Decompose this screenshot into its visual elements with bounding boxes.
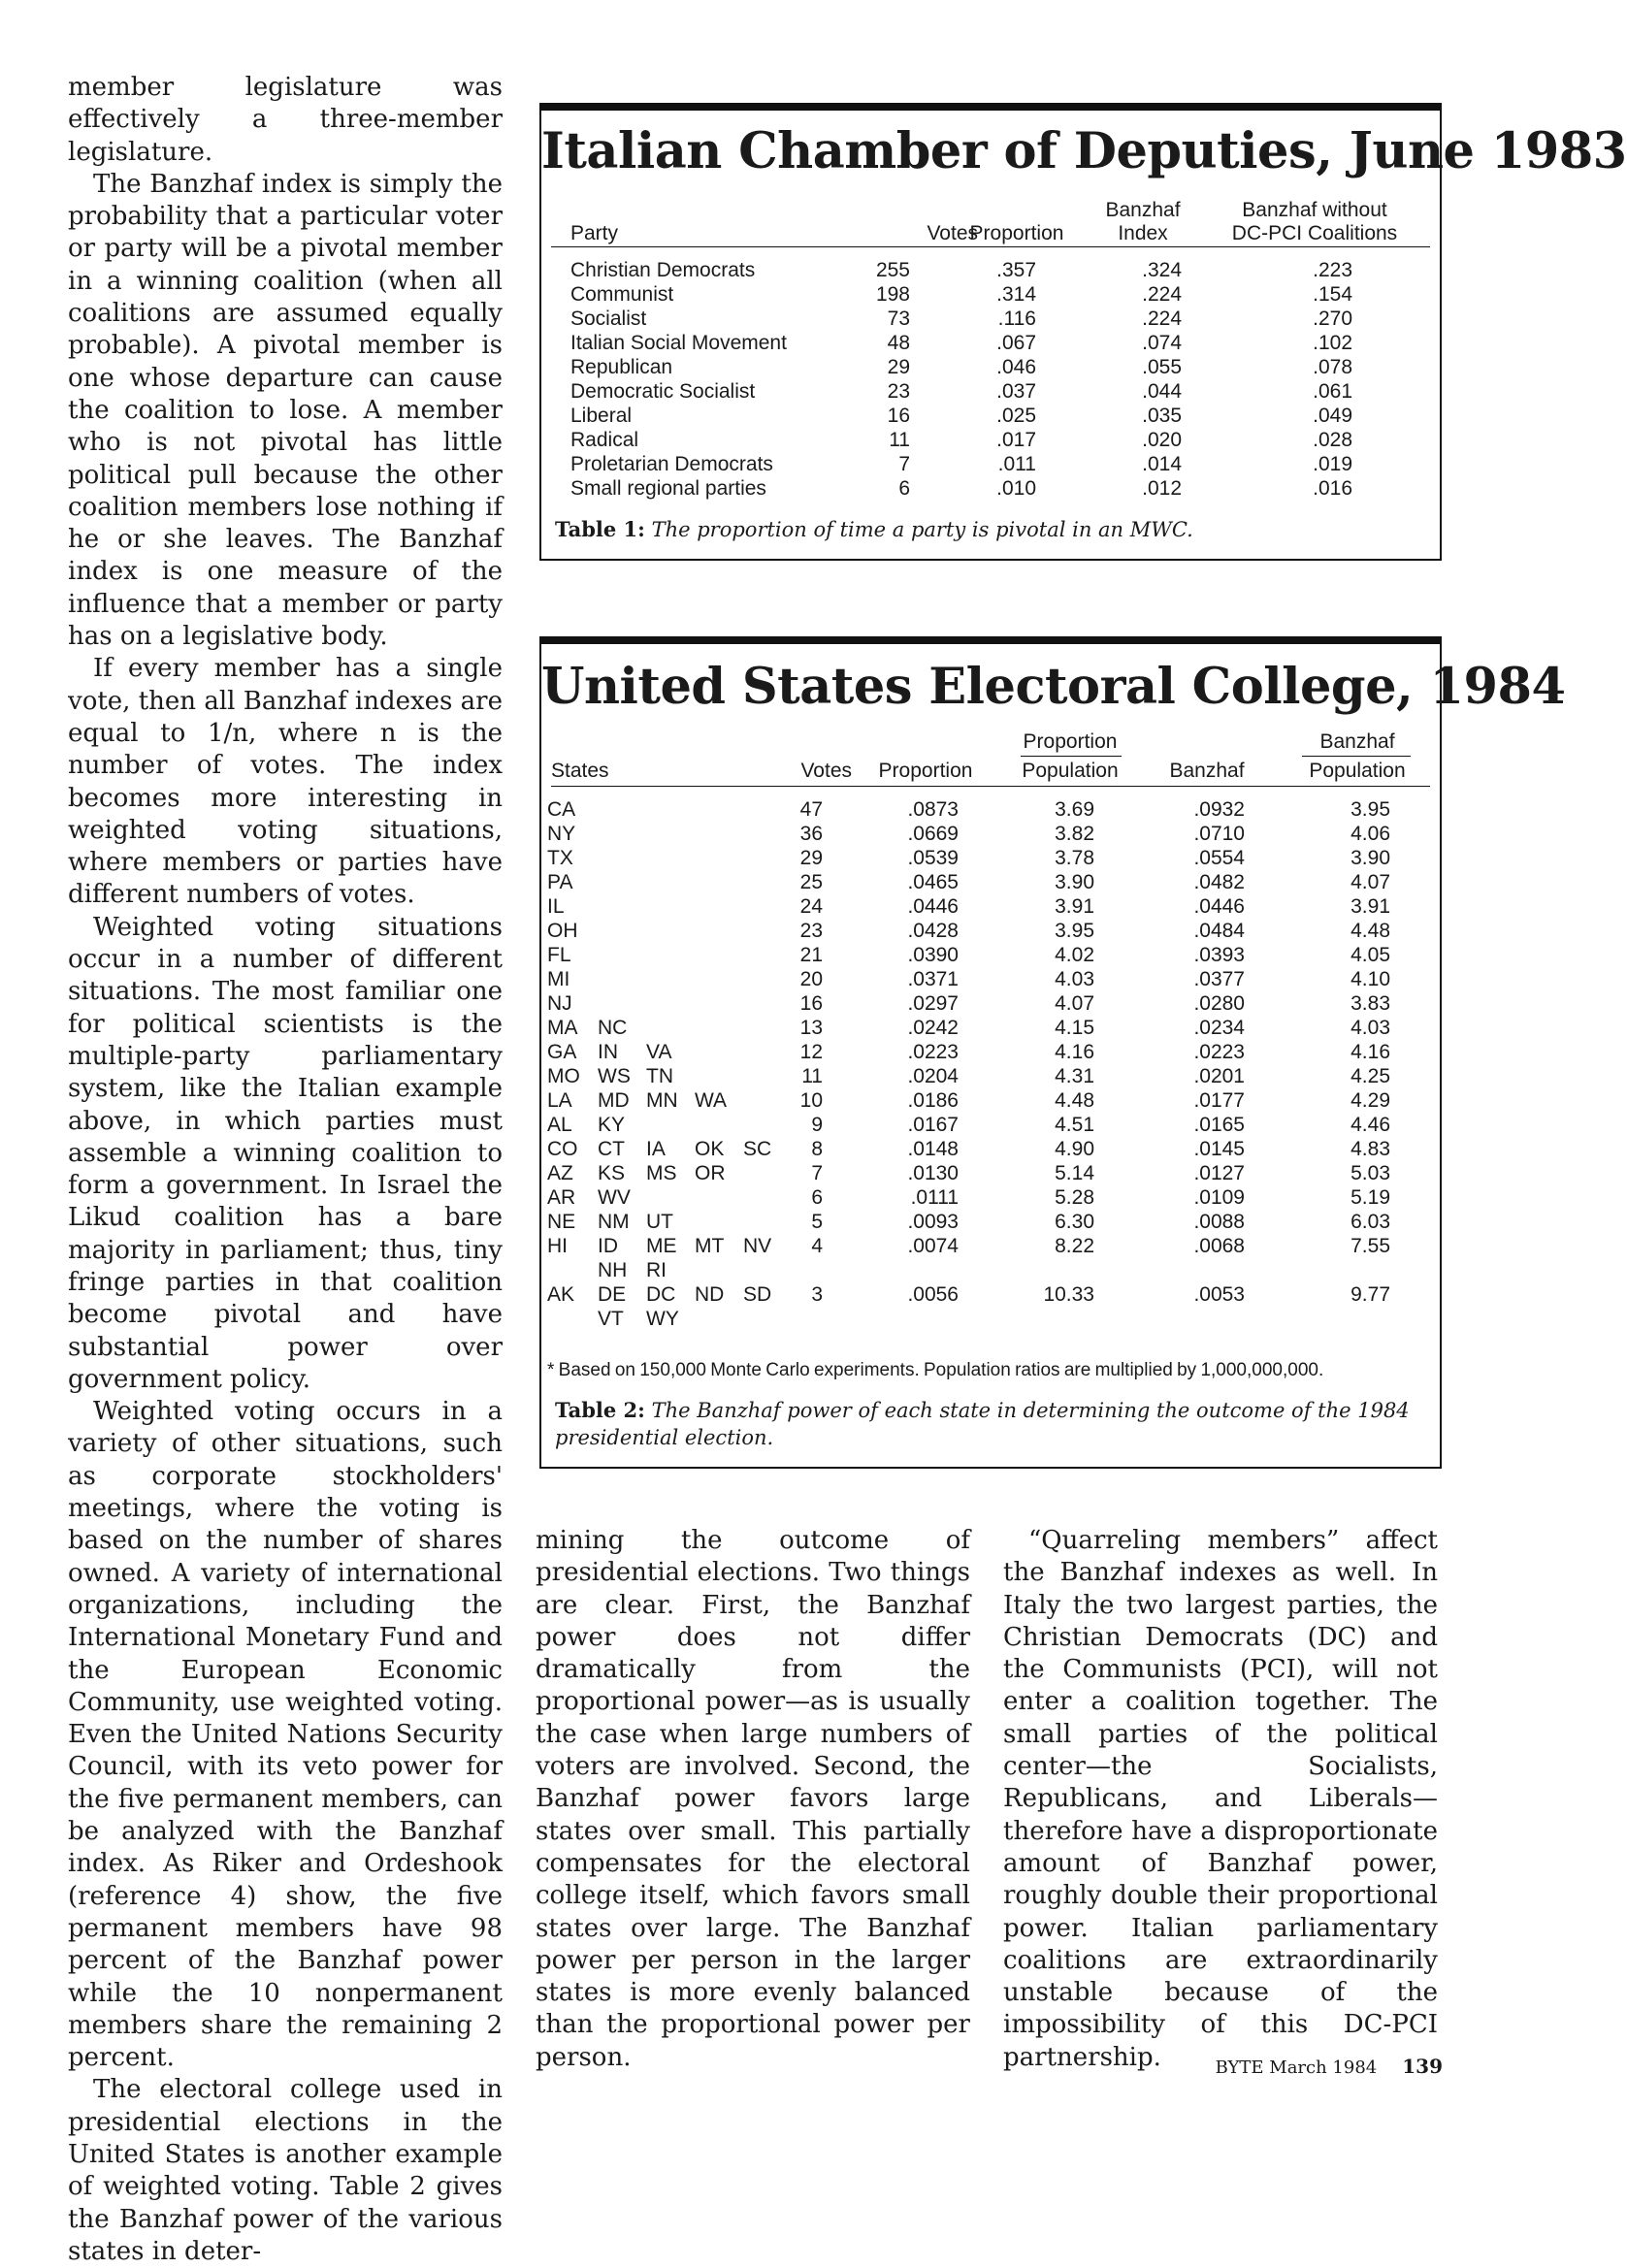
cell-proportion: .0446 xyxy=(907,895,959,918)
cell-state: WY xyxy=(646,1308,679,1330)
cell-banzhaf: .0484 xyxy=(1193,920,1245,942)
cell-state: MN xyxy=(646,1089,678,1112)
cell-banzhaf: .0393 xyxy=(1193,944,1245,966)
cell-votes: 25 xyxy=(799,871,823,893)
cell-proportion: .0074 xyxy=(907,1235,959,1257)
cell-prop-pop: 3.82 xyxy=(1055,823,1094,845)
cell-state: TN xyxy=(646,1065,673,1087)
cell-prop-pop: 4.90 xyxy=(1055,1138,1094,1160)
cell-state: VA xyxy=(646,1041,672,1063)
cell-proportion: .0390 xyxy=(907,944,959,966)
cell-state: MO xyxy=(547,1065,580,1087)
cell-state: SC xyxy=(743,1138,772,1160)
cell-banzhaf-pop: 4.03 xyxy=(1350,1017,1390,1039)
cell-banzhaf-pop: 4.06 xyxy=(1350,823,1390,845)
cell-state: AZ xyxy=(547,1162,573,1184)
cell-proportion: .0204 xyxy=(907,1065,959,1087)
cell-proportion: .010 xyxy=(996,477,1036,500)
table-title: Italian Chamber of Deputies, June 1983 xyxy=(541,122,1627,180)
cell-votes: 24 xyxy=(799,895,823,918)
cell-state: MI xyxy=(547,968,570,990)
cell-proportion: .0167 xyxy=(907,1114,959,1136)
cell-prop-pop: 5.28 xyxy=(1055,1186,1094,1209)
cell-votes: 198 xyxy=(875,283,910,306)
cell-prop-pop: 3.91 xyxy=(1055,895,1094,918)
cell-party-name: Christian Democrats xyxy=(570,259,756,281)
electoral-college-table xyxy=(539,636,1566,1469)
cell-party-name: Radical xyxy=(570,429,639,451)
cell-banzhaf-index: .224 xyxy=(1142,308,1182,330)
cell-state: NC xyxy=(598,1017,628,1039)
cell-state: NM xyxy=(598,1211,630,1233)
cell-banzhaf: .0932 xyxy=(1193,798,1245,821)
cell-banzhaf: .0109 xyxy=(1193,1186,1245,1209)
paragraph: “Quarreling members” affect the Banzhaf indexes as well. In Italy the two largest parties, the Christian Democrats (DC) and the Communists (PCI), will not enter a coalition together. The small parties of the political center—the Socialists, Republicans, and Liberals—therefore have a disproportionate amount of Banzhaf power, roughly double their proportional power. Italian parliamentary coalitions are extraordinarily unstable because of the impossibility of this DC-PCI partnership. xyxy=(1003,1526,1438,2072)
caption-label: Table 1: xyxy=(555,517,645,541)
cell-party-name: Socialist xyxy=(570,308,647,330)
cell-votes: 10 xyxy=(799,1089,823,1112)
cell-proportion: .067 xyxy=(996,332,1036,354)
cell-banzhaf-index: .035 xyxy=(1142,405,1182,427)
cell-banzhaf: .0223 xyxy=(1193,1041,1245,1063)
italian-chamber-table xyxy=(539,103,1627,561)
header-banzhaf-without: Banzhaf without xyxy=(1242,199,1387,221)
cell-prop-pop: 4.02 xyxy=(1055,944,1094,966)
cell-prop-pop: 4.03 xyxy=(1055,968,1094,990)
cell-votes: 3 xyxy=(811,1283,823,1306)
cell-party-name: Small regional parties xyxy=(570,477,766,500)
cell-banzhaf-without: .019 xyxy=(1313,453,1352,475)
cell-banzhaf-index: .014 xyxy=(1142,453,1182,475)
header-states: States xyxy=(551,760,609,782)
cell-state: UT xyxy=(646,1211,673,1233)
fraction-rule xyxy=(1302,756,1411,757)
cell-banzhaf-pop: 4.16 xyxy=(1350,1041,1390,1063)
cell-proportion: .357 xyxy=(996,259,1036,281)
cell-banzhaf-without: .028 xyxy=(1313,429,1352,451)
cell-banzhaf-without: .016 xyxy=(1313,477,1352,500)
cell-proportion: .037 xyxy=(996,380,1036,403)
cell-votes: 47 xyxy=(799,798,823,821)
cell-banzhaf-pop: 5.19 xyxy=(1350,1186,1390,1209)
paragraph: The electoral college used in presidential elections in the United States is another example of weighted voting. Table 2 gives the Banzhaf power of the various states in deter- xyxy=(68,2075,503,2266)
cell-state: MA xyxy=(547,1017,578,1039)
cell-state: HI xyxy=(547,1235,568,1257)
cell-prop-pop: 5.14 xyxy=(1055,1162,1094,1184)
cell-state: GA xyxy=(547,1041,577,1063)
cell-state: AR xyxy=(547,1186,576,1209)
cell-prop-pop: 4.15 xyxy=(1055,1017,1094,1039)
table-title: United States Electoral College, 1984 xyxy=(541,658,1566,716)
cell-state: TX xyxy=(547,847,573,869)
cell-state: AL xyxy=(547,1114,572,1136)
cell-votes: 20 xyxy=(799,968,823,990)
cell-votes: 6 xyxy=(811,1186,823,1209)
cell-prop-pop: 4.51 xyxy=(1055,1114,1094,1136)
cell-banzhaf-pop: 4.48 xyxy=(1350,920,1390,942)
cell-prop-pop: 4.16 xyxy=(1055,1041,1094,1063)
cell-prop-pop: 3.78 xyxy=(1055,847,1094,869)
cell-prop-pop: 10.33 xyxy=(1043,1283,1094,1306)
cell-banzhaf-pop: 5.03 xyxy=(1350,1162,1390,1184)
cell-banzhaf-index: .074 xyxy=(1142,332,1182,354)
cell-proportion: .314 xyxy=(996,283,1036,306)
header-rule xyxy=(551,246,1430,247)
cell-state: ND xyxy=(695,1283,725,1306)
cell-party-name: Proletarian Democrats xyxy=(570,453,773,475)
header-banzhaf: Banzhaf xyxy=(1105,199,1181,221)
table-caption xyxy=(555,516,1428,543)
cell-state: MT xyxy=(695,1235,725,1257)
cell-state: CA xyxy=(547,798,576,821)
cell-proportion: .0130 xyxy=(907,1162,959,1184)
cell-state: SD xyxy=(743,1283,772,1306)
cell-votes: 13 xyxy=(799,1017,823,1039)
cell-banzhaf-index: .055 xyxy=(1142,356,1182,378)
cell-proportion: .011 xyxy=(997,453,1036,475)
header-proportion-top: Proportion xyxy=(1023,730,1118,753)
cell-banzhaf: .0234 xyxy=(1193,1017,1245,1039)
cell-banzhaf-index: .044 xyxy=(1142,380,1182,403)
cell-proportion: .017 xyxy=(996,429,1036,451)
paragraph: The Banzhaf index is simply the probability that a particular voter or party will be a pivotal member in a winning coalition (when all coalitions are assumed equally probable). A pivotal member is one whose departure can cause the coalition to lose. A member who is not pivotal has little political pull because the other coalition members lose nothing if he or she leaves. The Banzhaf index is one measure of the influence that a member or party has on a legislative body. xyxy=(68,169,503,652)
cell-proportion: .0056 xyxy=(907,1283,959,1306)
cell-votes: 21 xyxy=(799,944,823,966)
cell-party-name: Italian Social Movement xyxy=(570,332,787,354)
header-proportion: Proportion xyxy=(878,760,973,782)
header-votes: Votes xyxy=(927,222,978,244)
cell-banzhaf-pop: 9.77 xyxy=(1350,1283,1390,1306)
cell-banzhaf-pop: 4.29 xyxy=(1350,1089,1390,1112)
middle-text-column xyxy=(536,1525,970,2074)
cell-proportion: .0371 xyxy=(907,968,959,990)
cell-votes: 12 xyxy=(799,1041,823,1063)
cell-banzhaf: .0127 xyxy=(1193,1162,1245,1184)
paragraph: Weighted voting situations occur in a number of different situations. The most familiar one for political scientists is the multiple-party parliamentary system, like the Italian example above, in which parties must assemble a winning coalition to form a government. In Israel the Likud coalition has a bare majority in parliament; thus, tiny fringe parties in that coalition become pivotal and have substantial power over government policy. xyxy=(68,912,503,1394)
cell-votes: 9 xyxy=(811,1114,823,1136)
paragraph: mining the outcome of presidential elections. Two things are clear. First, the Banzhaf power does not differ dramatically from the proportional power—as is usually the case when large numbers of voters are involved. Second, the Banzhaf power favors large states over small. This partially compensates for the electoral college itself, which favors small states over large. The Banzhaf power per person in the larger states is more evenly balanced than the proportional power per person. xyxy=(536,1526,970,2072)
caption-label: Table 2: xyxy=(555,1398,645,1422)
header-party: Party xyxy=(570,222,619,244)
paragraph: member legislature was effectively a three-member legislature. xyxy=(68,73,503,167)
cell-banzhaf-pop: 4.46 xyxy=(1350,1114,1390,1136)
cell-proportion: .0186 xyxy=(907,1089,959,1112)
cell-proportion: .0873 xyxy=(907,798,959,821)
cell-state: DC xyxy=(646,1283,676,1306)
cell-banzhaf-pop: 7.55 xyxy=(1350,1235,1390,1257)
cell-banzhaf-index: .224 xyxy=(1142,283,1182,306)
cell-votes: 11 xyxy=(801,1065,823,1087)
cell-proportion: .0669 xyxy=(907,823,959,845)
header-rule xyxy=(551,786,1430,787)
cell-party-name: Democratic Socialist xyxy=(570,380,756,403)
cell-state: OH xyxy=(547,920,578,942)
cell-state: FL xyxy=(547,944,571,966)
cell-votes: 73 xyxy=(887,308,910,330)
header-proportion: Proportion xyxy=(969,222,1064,244)
cell-state: CT xyxy=(598,1138,625,1160)
cell-votes: 16 xyxy=(887,405,910,427)
cell-banzhaf-pop: 3.90 xyxy=(1350,847,1390,869)
cell-banzhaf-pop: 4.10 xyxy=(1350,968,1390,990)
caption-text: The proportion of time a party is pivotal in an MWC. xyxy=(651,518,1193,541)
page-number: 139 xyxy=(1402,2055,1443,2078)
cell-votes: 23 xyxy=(887,380,910,403)
table-caption xyxy=(555,1397,1428,1451)
cell-state: NJ xyxy=(547,992,572,1015)
table-footnote: * Based on 150,000 Monte Carlo experiments. Population ratios are multiplied by 1,000,000,000. xyxy=(547,1360,1324,1380)
cell-state: MS xyxy=(646,1162,677,1184)
cell-proportion: .0223 xyxy=(907,1041,959,1063)
cell-votes: 7 xyxy=(898,453,910,475)
header-population: Population xyxy=(1022,760,1119,782)
cell-votes: 36 xyxy=(799,823,823,845)
cell-banzhaf: .0482 xyxy=(1193,871,1245,893)
fraction-rule xyxy=(1021,756,1122,757)
cell-state: NE xyxy=(547,1211,576,1233)
cell-votes: 29 xyxy=(799,847,823,869)
cell-state: KS xyxy=(598,1162,626,1184)
cell-prop-pop: 3.69 xyxy=(1055,798,1094,821)
cell-prop-pop: 6.30 xyxy=(1055,1211,1094,1233)
cell-proportion: .0093 xyxy=(907,1211,959,1233)
header-banzhaf: Banzhaf xyxy=(1169,760,1245,782)
cell-proportion: .0465 xyxy=(907,871,959,893)
cell-votes: 29 xyxy=(887,356,910,378)
cell-votes: 4 xyxy=(811,1235,823,1257)
cell-state: WS xyxy=(598,1065,631,1087)
cell-state: CO xyxy=(547,1138,578,1160)
cell-state: RI xyxy=(646,1259,667,1281)
cell-banzhaf: .0053 xyxy=(1193,1283,1245,1306)
cell-proportion: .0111 xyxy=(910,1186,959,1209)
cell-banzhaf-without: .223 xyxy=(1313,259,1352,281)
cell-state: OK xyxy=(695,1138,725,1160)
cell-party-name: Liberal xyxy=(570,405,633,427)
paragraph: Weighted voting occurs in a variety of other situations, such as corporate stockholders' meetings, where the voting is based on the number of shares owned. A variety of international organizations, including the International Monetary Fund and the European Economic Community, use weighted voting. Even the United Nations Security Council, with its veto power for the five permanent members, can be analyzed with the Banzhaf index. As Riker and Ordeshook (reference 4) show, the five permanent members have 98 percent of the Banzhaf power while the 10 nonpermanent members share the remaining 2 percent. xyxy=(68,1397,503,2073)
cell-prop-pop: 8.22 xyxy=(1055,1235,1094,1257)
cell-party-name: Communist xyxy=(570,283,674,306)
page-footer xyxy=(1216,2055,1443,2078)
cell-state: ME xyxy=(646,1235,677,1257)
cell-prop-pop: 3.95 xyxy=(1055,920,1094,942)
header-banzhaf-population: Population xyxy=(1309,760,1406,782)
cell-banzhaf: .0201 xyxy=(1193,1065,1245,1087)
cell-banzhaf: .0145 xyxy=(1193,1138,1245,1160)
cell-banzhaf: .0177 xyxy=(1193,1089,1245,1112)
cell-state: IN xyxy=(598,1041,618,1063)
cell-votes: 6 xyxy=(898,477,910,500)
cell-prop-pop: 4.07 xyxy=(1055,992,1094,1015)
caption-text: The Banzhaf power of each state in determining the outcome of the 1984 presidential election. xyxy=(555,1399,1410,1449)
cell-banzhaf-pop: 4.05 xyxy=(1350,944,1390,966)
cell-banzhaf-index: .324 xyxy=(1142,259,1182,281)
cell-banzhaf: .0554 xyxy=(1193,847,1245,869)
cell-banzhaf-without: .154 xyxy=(1313,283,1352,306)
cell-proportion: .0242 xyxy=(907,1017,959,1039)
right-text-column xyxy=(1003,1525,1438,2074)
cell-banzhaf-pop: 3.91 xyxy=(1350,895,1390,918)
cell-banzhaf: .0280 xyxy=(1193,992,1245,1015)
cell-state: IL xyxy=(547,895,565,918)
cell-votes: 8 xyxy=(811,1138,823,1160)
cell-banzhaf-without: .270 xyxy=(1313,308,1352,330)
cell-proportion: .0297 xyxy=(907,992,959,1015)
cell-state: WV xyxy=(598,1186,631,1209)
cell-banzhaf-pop: 4.83 xyxy=(1350,1138,1390,1160)
issue-label: BYTE March 1984 xyxy=(1215,2057,1378,2078)
header-index: Index xyxy=(1118,222,1168,244)
cell-proportion: .0148 xyxy=(907,1138,959,1160)
cell-proportion: .025 xyxy=(996,405,1036,427)
cell-votes: 7 xyxy=(811,1162,823,1184)
cell-state: IA xyxy=(646,1138,666,1160)
cell-prop-pop: 4.48 xyxy=(1055,1089,1094,1112)
paragraph: If every member has a single vote, then all Banzhaf indexes are equal to 1/n, where n is the number of votes. The index becomes more interesting in weighted voting situations, where members or parties have different numbers of votes. xyxy=(68,654,503,910)
cell-banzhaf: .0710 xyxy=(1193,823,1245,845)
cell-votes: 255 xyxy=(875,259,910,281)
cell-votes: 5 xyxy=(811,1211,823,1233)
cell-banzhaf-pop: 4.07 xyxy=(1350,871,1390,893)
cell-state: DE xyxy=(598,1283,627,1306)
cell-votes: 23 xyxy=(799,920,823,942)
cell-proportion: .046 xyxy=(996,356,1036,378)
cell-banzhaf: .0165 xyxy=(1193,1114,1245,1136)
cell-prop-pop: 4.31 xyxy=(1055,1065,1094,1087)
cell-proportion: .0428 xyxy=(907,920,959,942)
cell-proportion: .0539 xyxy=(907,847,959,869)
cell-banzhaf-without: .102 xyxy=(1313,332,1352,354)
cell-banzhaf-index: .020 xyxy=(1142,429,1182,451)
cell-banzhaf: .0446 xyxy=(1193,895,1245,918)
cell-banzhaf: .0088 xyxy=(1193,1211,1245,1233)
cell-state: NH xyxy=(598,1259,628,1281)
cell-state: ID xyxy=(598,1235,618,1257)
cell-state: KY xyxy=(598,1114,626,1136)
cell-banzhaf-pop: 3.95 xyxy=(1350,798,1390,821)
cell-proportion: .116 xyxy=(997,308,1036,330)
cell-state: NV xyxy=(743,1235,772,1257)
cell-banzhaf: .0068 xyxy=(1193,1235,1245,1257)
cell-state: WA xyxy=(695,1089,728,1112)
cell-state: MD xyxy=(598,1089,630,1112)
cell-prop-pop: 3.90 xyxy=(1055,871,1094,893)
cell-votes: 48 xyxy=(887,332,910,354)
left-text-column xyxy=(68,72,503,2268)
cell-party-name: Republican xyxy=(570,356,673,378)
cell-state: AK xyxy=(547,1283,575,1306)
cell-votes: 16 xyxy=(799,992,823,1015)
header-banzhaf-top: Banzhaf xyxy=(1319,730,1395,753)
cell-banzhaf-pop: 6.03 xyxy=(1350,1211,1390,1233)
cell-state: PA xyxy=(547,871,573,893)
header-votes: Votes xyxy=(800,760,852,782)
cell-banzhaf-index: .012 xyxy=(1142,477,1182,500)
header-dc-pci: DC-PCI Coalitions xyxy=(1231,222,1398,244)
cell-banzhaf-without: .078 xyxy=(1313,356,1352,378)
cell-state: VT xyxy=(598,1308,624,1330)
cell-votes: 11 xyxy=(889,429,910,451)
cell-state: NY xyxy=(547,823,576,845)
cell-banzhaf-pop: 4.25 xyxy=(1350,1065,1390,1087)
cell-banzhaf-without: .061 xyxy=(1313,380,1352,403)
cell-banzhaf-pop: 3.83 xyxy=(1350,992,1390,1015)
cell-banzhaf-without: .049 xyxy=(1313,405,1352,427)
cell-state: LA xyxy=(547,1089,572,1112)
cell-state: OR xyxy=(695,1162,726,1184)
cell-banzhaf: .0377 xyxy=(1193,968,1245,990)
